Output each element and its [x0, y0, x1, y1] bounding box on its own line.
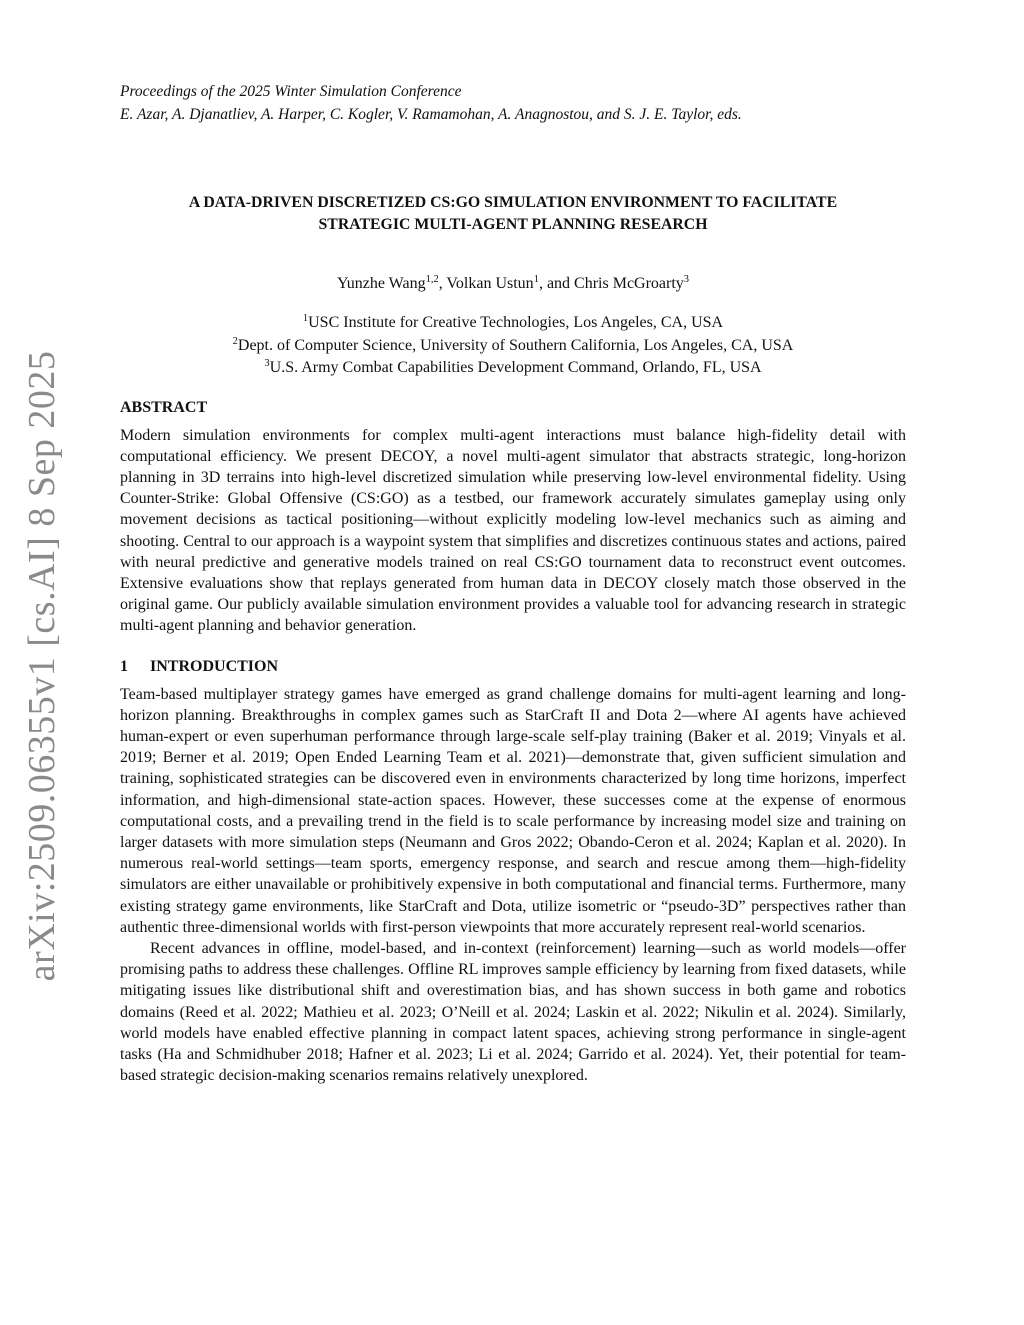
- paper-title: [120, 192, 906, 236]
- abstract-body: Modern simulation environments for complex multi-agent interactions must balance high-fidelity detail with computational efficiency. We present DECOY, a novel multi-agent simulator that abstracts strategic, long-horizon planning in 3D terrains into high-level discretized simulation while preserving low-level environmental fidelity. Using Counter-Strike: Global Offensive (CS:GO) as a testbed, our framework accurately simulates gameplay using only movement decisions as tactical positioning—without explicitly modeling low-level mechanics such as aiming and shooting. Central to our approach is a waypoint system that simplifies and discretizes continuous states and actions, paired with neural predictive and generative models trained on real CS:GO tournament data to reconstruct event outcomes. Extensive evaluations show that replays generated from human data in DECOY closely match those observed in the original game. Our publicly available simulation environment provides a valuable tool for advancing research in strategic multi-agent planning and behavior generation.: [120, 426, 906, 635]
- affiliation-line: [120, 357, 906, 380]
- arxiv-identifier: arXiv:2509.06355v1 [cs.AI] 8 Sep 2025: [21, 350, 63, 982]
- author-affiliation-mark: 3: [683, 274, 690, 285]
- author-name: , Volkan Ustun: [438, 275, 534, 292]
- editors-line: E. Azar, A. Djanatliev, A. Harper, C. Kogler, V. Ramamohan, A. Anagnostou, and S. J. E. Taylor, eds.: [120, 106, 742, 123]
- abstract-heading: ABSTRACT: [120, 398, 208, 416]
- title-line-2: STRATEGIC MULTI-AGENT PLANNING RESEARCH: [318, 216, 708, 233]
- author-name: , and Chris McGroarty: [538, 275, 684, 292]
- author-affiliation-mark: 1: [533, 274, 539, 285]
- affiliation-mark: 2: [232, 335, 238, 347]
- paper-page: [120, 80, 906, 1086]
- introduction-heading: [120, 656, 906, 678]
- affiliation-text: U.S. Army Combat Capabilities Development Command, Orlando, FL, USA: [269, 359, 762, 376]
- intro-paragraph-2: Recent advances in offline, model-based, and in-context (reinforcement) learning—such as world models—offer promising paths to address these challenges. Offline RL improves sample efficiency by learning from fixed datasets, while mitigating issues like distributional shift and overestimation bias, and has shown success in both game and robotics domains (Reed et al. 2022; Mathieu et al. 2023; O’Neill et al. 2024; Laskin et al. 2022; Nikulin et al. 2024). Similarly, world models have enabled effective planning in compact latent spaces, achieving strong performance in single-agent tasks (Ha and Schmidhuber 2018; Hafner et al. 2023; Li et al. 2024; Garrido et al. 2024). Yet, their potential for team-based strategic decision-making scenarios remains relatively unexplored.: [120, 939, 906, 1085]
- author-name: Yunzhe Wang: [336, 275, 426, 292]
- affiliation-text: Dept. of Computer Science, University of Southern California, Los Angeles, CA, USA: [237, 336, 794, 354]
- title-line-1: A DATA-DRIVEN DISCRETIZED CS:GO SIMULATION ENVIRONMENT TO FACILITATE: [188, 194, 838, 211]
- section-number: 1: [120, 657, 128, 675]
- affiliation-line: [120, 335, 906, 358]
- affiliation-text: USC Institute for Creative Technologies, Los Angeles, CA, USA: [308, 314, 724, 331]
- intro-paragraph-1: Team-based multiplayer strategy games have emerged as grand challenge domains for multi-agent learning and long-horizon planning. Breakthroughs in complex games such as StarCraft II and Dota 2—where AI agents have achieved human-expert or even superhuman performance through large-scale self-play training (Baker et al. 2019; Vinyals et al. 2019; Berner et al. 2019; Open Ended Learning Team et al. 2021)—demonstrate that, given sufficient simulation and training, sophisticated strategies can be discovered even in environments characterized by long time horizons, imperfect information, and high-dimensional state-action spaces. However, these successes come at the expense of enormous computational costs, and a prevailing trend in the field is to scale performance by increasing model size and training on larger datasets with more simulation steps (Neumann and Gros 2022; Obando-Ceron et al. 2024; Kaplan et al. 2020). In numerous real-world settings—team sports, emergency response, and search and rescue among them—high-fidelity simulators are either unavailable or prohibitively expensive in both computational and financial terms. Furthermore, many existing strategy game environments, like StarCraft and Dota, utilize isometric or “pseudo-3D” perspectives rather than authentic three-dimensional worlds with first-person viewpoints that more accurately represent real-world scenarios.: [120, 685, 906, 936]
- proceedings-line: Proceedings of the 2025 Winter Simulation Conference: [120, 83, 462, 100]
- section-title: INTRODUCTION: [150, 657, 279, 675]
- author-affiliation-mark: 1,2: [425, 274, 439, 285]
- affiliation-line: [120, 312, 906, 335]
- affiliation-mark: 3: [264, 358, 270, 369]
- affiliation-list: [120, 312, 906, 380]
- author-list: [120, 273, 906, 295]
- affiliation-mark: 1: [302, 313, 309, 324]
